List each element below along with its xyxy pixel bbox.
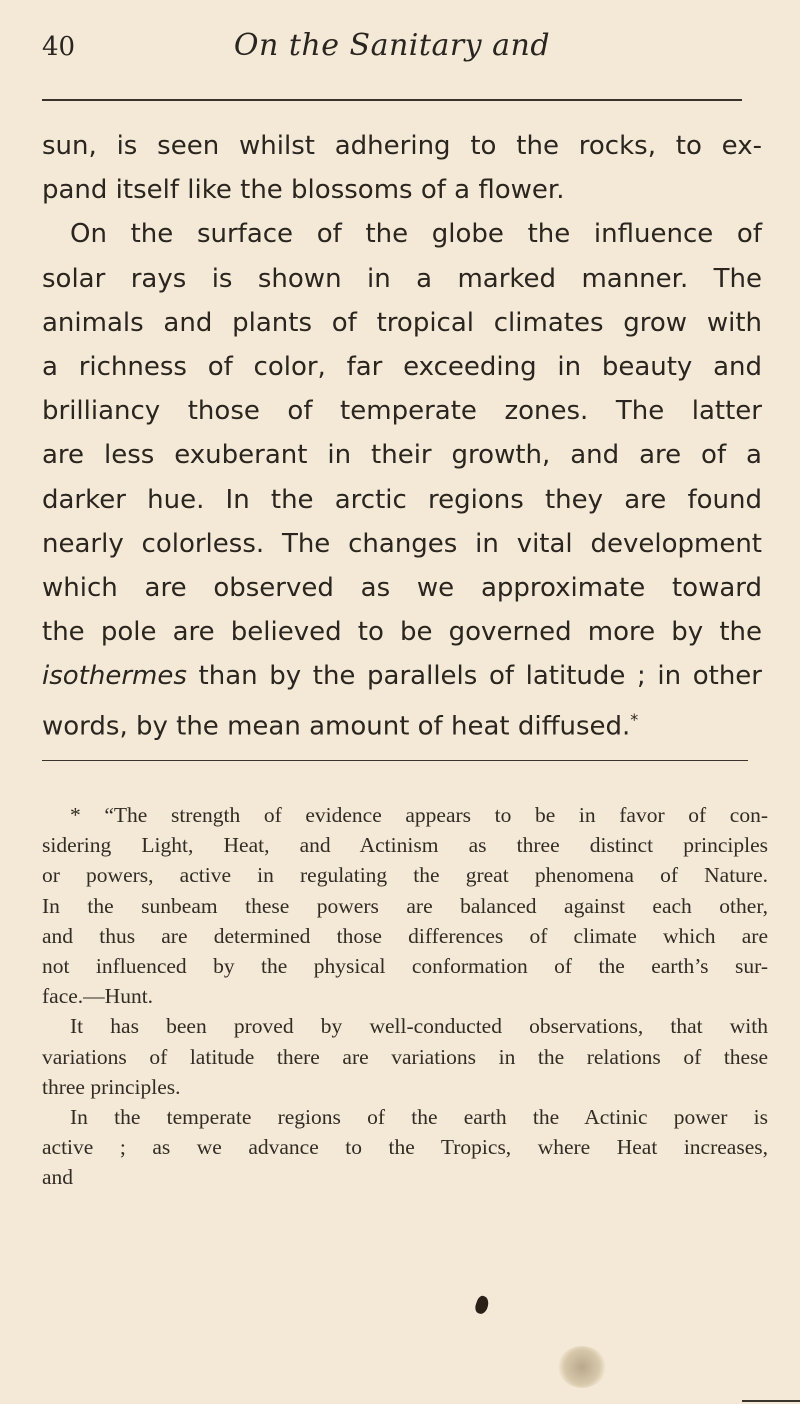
footnote-line: and [42, 1165, 74, 1190]
page-edge-line [742, 1400, 800, 1402]
footnote-line: active ; as we advance to the Tropics, where Heat increases, [42, 1135, 768, 1160]
text-line: are less exuberant in their growth, and are of a [42, 440, 762, 471]
text-line [42, 698, 762, 742]
text-line: pand itself like the blossoms of a flower. [42, 175, 565, 206]
text-line: darker hue. In the arctic regions they are found [42, 484, 762, 515]
text-line: solar rays is shown in a marked manner. The [42, 263, 762, 294]
footnote-line: face.—Hunt. [42, 984, 154, 1009]
page-number: 40 [42, 32, 76, 62]
footnote-line: In the sunbeam these powers are balanced against each other, [42, 893, 768, 918]
text-line: sun, is seen whilst adhering to the rocks, to ex- [42, 131, 762, 161]
footnote-rule [42, 760, 748, 761]
footnote-line: * “The strength of evidence appears to be in favor of con- [70, 803, 768, 827]
footnote-line: three principles. [42, 1074, 181, 1099]
text-line: On the surface of the globe the influence of [70, 219, 762, 250]
text-line-rest: than by the parallels of latitude ; in other [186, 661, 762, 692]
text-line: animals and plants of tropical climates grow with [42, 307, 762, 338]
text-line: nearly colorless. The changes in vital development [42, 528, 762, 559]
running-head: On the Sanitary and [233, 28, 551, 63]
footnote [42, 800, 768, 1192]
ink-blot [473, 1294, 490, 1315]
footnote-line: In the temperate regions of the earth the Actinic power is [70, 1104, 768, 1129]
footnote-marker: * [630, 710, 639, 730]
footnote-line: or powers, active in regulating the great phenomena of Nature. [42, 863, 768, 888]
main-text [42, 124, 762, 743]
text-line: brilliancy those of temperate zones. The latter [42, 396, 762, 427]
text-line: the pole are believed to be governed more by the [42, 617, 762, 648]
footnote-line: not influenced by the physical conformation of the earth’s sur- [42, 953, 768, 978]
footnote-line: and thus are determined those differences of climate which are [42, 923, 768, 948]
footnote-line: sidering Light, Heat, and Actinism as three distinct principles [42, 833, 768, 858]
page-header [42, 28, 742, 72]
text-line: a richness of color, far exceeding in beauty and [42, 351, 762, 382]
text-line [42, 654, 762, 698]
header-rule [42, 99, 742, 101]
footnote-line: It has been proved by well-conducted observations, that with [70, 1014, 768, 1039]
paper-stain [558, 1346, 606, 1388]
text-line: which are observed as we approximate toward [42, 572, 762, 603]
text-line-last: words, by the mean amount of heat diffused. [42, 712, 631, 743]
italic-term: isothermes [42, 661, 187, 692]
footnote-line: variations of latitude there are variations in the relations of these [42, 1044, 768, 1069]
